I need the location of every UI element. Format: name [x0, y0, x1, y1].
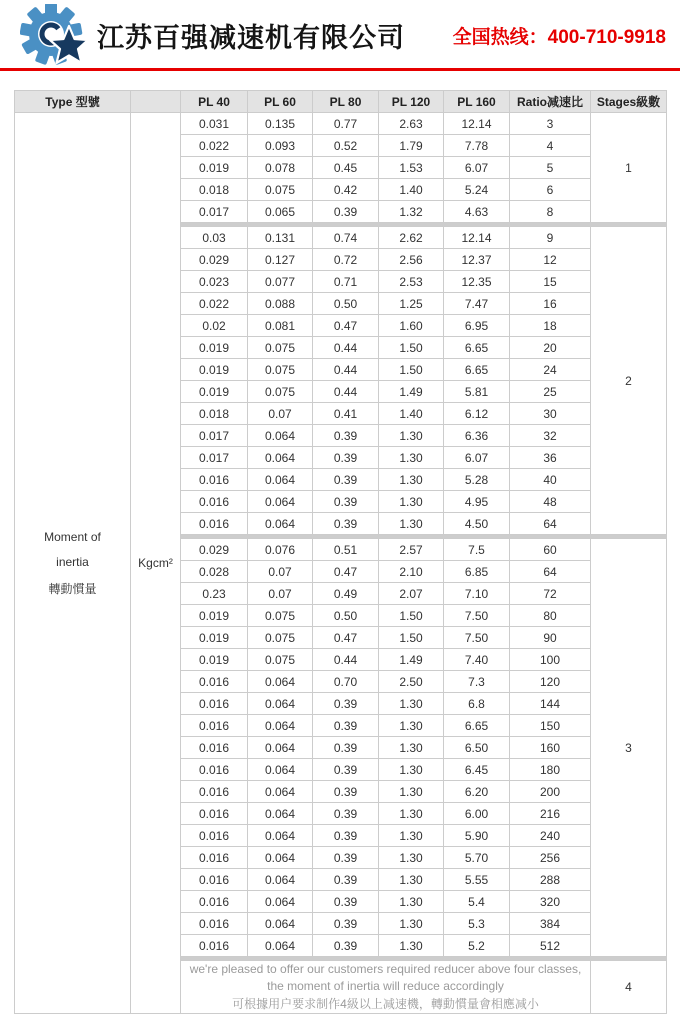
- value-cell: 0.07: [248, 561, 313, 583]
- value-cell: 0.019: [181, 157, 248, 179]
- row-header-moment-of-inertia: [15, 113, 131, 1014]
- ratio-cell: 320: [510, 891, 591, 913]
- value-cell: 6.85: [444, 561, 510, 583]
- ratio-cell: 200: [510, 781, 591, 803]
- ratio-cell: 40: [510, 469, 591, 491]
- value-cell: 0.41: [313, 403, 379, 425]
- value-cell: 0.017: [181, 425, 248, 447]
- value-cell: 0.016: [181, 491, 248, 513]
- ratio-cell: 36: [510, 447, 591, 469]
- value-cell: 0.064: [248, 737, 313, 759]
- value-cell: 0.075: [248, 649, 313, 671]
- value-cell: 0.44: [313, 381, 379, 403]
- value-cell: 0.39: [313, 803, 379, 825]
- value-cell: 2.62: [379, 227, 444, 249]
- value-cell: 1.60: [379, 315, 444, 337]
- value-cell: 7.10: [444, 583, 510, 605]
- ratio-cell: 180: [510, 759, 591, 781]
- value-cell: 7.47: [444, 293, 510, 315]
- value-cell: 0.064: [248, 869, 313, 891]
- value-cell: 1.50: [379, 627, 444, 649]
- value-cell: 0.39: [313, 913, 379, 935]
- value-cell: 12.37: [444, 249, 510, 271]
- value-cell: 0.017: [181, 201, 248, 223]
- value-cell: 0.39: [313, 825, 379, 847]
- top-banner: [0, 0, 680, 68]
- value-cell: 0.019: [181, 649, 248, 671]
- value-cell: 1.30: [379, 913, 444, 935]
- value-cell: 6.00: [444, 803, 510, 825]
- gear-star-logo-icon: [20, 4, 96, 68]
- value-cell: 0.72: [313, 249, 379, 271]
- value-cell: 0.064: [248, 847, 313, 869]
- value-cell: 0.019: [181, 337, 248, 359]
- value-cell: 0.064: [248, 759, 313, 781]
- value-cell: 0.016: [181, 891, 248, 913]
- value-cell: 0.064: [248, 913, 313, 935]
- value-cell: 0.74: [313, 227, 379, 249]
- column-header: Ratio减速比: [510, 91, 591, 113]
- red-divider: [0, 68, 680, 71]
- value-cell: 0.016: [181, 759, 248, 781]
- value-cell: 0.127: [248, 249, 313, 271]
- value-cell: 0.064: [248, 803, 313, 825]
- value-cell: 0.075: [248, 359, 313, 381]
- value-cell: 0.016: [181, 469, 248, 491]
- column-header-empty: [131, 91, 181, 113]
- value-cell: 0.47: [313, 627, 379, 649]
- note-text-zh: 可根據用户要求制作4級以上减速機，轉動慣量會相應减小: [232, 996, 539, 1011]
- ratio-cell: 5: [510, 157, 591, 179]
- value-cell: 6.95: [444, 315, 510, 337]
- ratio-cell: 3: [510, 113, 591, 135]
- value-cell: 0.023: [181, 271, 248, 293]
- ratio-cell: 8: [510, 201, 591, 223]
- value-cell: 1.50: [379, 605, 444, 627]
- value-cell: 0.42: [313, 179, 379, 201]
- value-cell: 5.2: [444, 935, 510, 957]
- value-cell: 0.016: [181, 935, 248, 957]
- value-cell: 6.07: [444, 157, 510, 179]
- ratio-cell: 6: [510, 179, 591, 201]
- value-cell: 2.50: [379, 671, 444, 693]
- note-cell: [181, 961, 591, 1014]
- note-text-en: we're pleased to offer our customers required reducer above four classes, the moment of inertia will reduce accordingly: [189, 962, 582, 994]
- value-cell: 12.14: [444, 227, 510, 249]
- value-cell: 0.77: [313, 113, 379, 135]
- value-cell: 0.71: [313, 271, 379, 293]
- value-cell: 0.022: [181, 293, 248, 315]
- value-cell: 4.63: [444, 201, 510, 223]
- value-cell: 1.30: [379, 447, 444, 469]
- value-cell: 1.40: [379, 403, 444, 425]
- stage-cell: 3: [591, 539, 667, 957]
- ratio-cell: 20: [510, 337, 591, 359]
- table-header: [15, 91, 667, 113]
- ratio-cell: 150: [510, 715, 591, 737]
- column-header: Stages級數: [591, 91, 667, 113]
- value-cell: 6.12: [444, 403, 510, 425]
- value-cell: 0.39: [313, 715, 379, 737]
- value-cell: 0.088: [248, 293, 313, 315]
- value-cell: 0.39: [313, 847, 379, 869]
- value-cell: 5.28: [444, 469, 510, 491]
- value-cell: 0.019: [181, 359, 248, 381]
- ratio-cell: 120: [510, 671, 591, 693]
- value-cell: 0.39: [313, 737, 379, 759]
- value-cell: 0.064: [248, 693, 313, 715]
- value-cell: 0.081: [248, 315, 313, 337]
- value-cell: 0.39: [313, 447, 379, 469]
- ratio-cell: 80: [510, 605, 591, 627]
- table-row: [15, 113, 667, 135]
- value-cell: 0.52: [313, 135, 379, 157]
- value-cell: 0.39: [313, 693, 379, 715]
- value-cell: 0.016: [181, 737, 248, 759]
- value-cell: 0.23: [181, 583, 248, 605]
- value-cell: 2.07: [379, 583, 444, 605]
- value-cell: 1.30: [379, 781, 444, 803]
- value-cell: 6.65: [444, 359, 510, 381]
- value-cell: 0.075: [248, 381, 313, 403]
- value-cell: 0.51: [313, 539, 379, 561]
- value-cell: 7.40: [444, 649, 510, 671]
- value-cell: 0.064: [248, 935, 313, 957]
- value-cell: 1.30: [379, 935, 444, 957]
- value-cell: 0.016: [181, 671, 248, 693]
- ratio-cell: 4: [510, 135, 591, 157]
- ratio-cell: 64: [510, 513, 591, 535]
- value-cell: 1.25: [379, 293, 444, 315]
- value-cell: 0.49: [313, 583, 379, 605]
- value-cell: 0.075: [248, 337, 313, 359]
- value-cell: 0.019: [181, 627, 248, 649]
- value-cell: 0.016: [181, 803, 248, 825]
- value-cell: 2.53: [379, 271, 444, 293]
- value-cell: 0.075: [248, 605, 313, 627]
- value-cell: 0.45: [313, 157, 379, 179]
- value-cell: 1.49: [379, 381, 444, 403]
- value-cell: 0.031: [181, 113, 248, 135]
- company-logo: [20, 4, 96, 68]
- value-cell: 0.39: [313, 201, 379, 223]
- value-cell: 0.016: [181, 715, 248, 737]
- value-cell: 0.70: [313, 671, 379, 693]
- ratio-cell: 160: [510, 737, 591, 759]
- value-cell: 0.019: [181, 381, 248, 403]
- stage-cell: 4: [591, 961, 667, 1014]
- ratio-cell: 16: [510, 293, 591, 315]
- value-cell: 0.39: [313, 891, 379, 913]
- ratio-cell: 12: [510, 249, 591, 271]
- value-cell: 1.49: [379, 649, 444, 671]
- value-cell: 0.064: [248, 513, 313, 535]
- company-name: 江苏百强减速机有限公司: [97, 23, 405, 53]
- ratio-cell: 384: [510, 913, 591, 935]
- value-cell: 0.03: [181, 227, 248, 249]
- value-cell: 12.35: [444, 271, 510, 293]
- value-cell: 6.50: [444, 737, 510, 759]
- value-cell: 0.47: [313, 561, 379, 583]
- value-cell: 1.30: [379, 825, 444, 847]
- value-cell: 4.50: [444, 513, 510, 535]
- value-cell: 0.018: [181, 403, 248, 425]
- value-cell: 2.10: [379, 561, 444, 583]
- row-header-line: inertia: [56, 554, 89, 569]
- value-cell: 0.029: [181, 539, 248, 561]
- value-cell: 0.44: [313, 359, 379, 381]
- value-cell: 12.14: [444, 113, 510, 135]
- value-cell: 0.064: [248, 425, 313, 447]
- ratio-cell: 25: [510, 381, 591, 403]
- value-cell: 0.018: [181, 179, 248, 201]
- value-cell: 5.3: [444, 913, 510, 935]
- value-cell: 1.30: [379, 869, 444, 891]
- value-cell: 2.63: [379, 113, 444, 135]
- header-row: [15, 91, 667, 113]
- value-cell: 5.4: [444, 891, 510, 913]
- value-cell: 6.65: [444, 337, 510, 359]
- value-cell: 1.30: [379, 693, 444, 715]
- value-cell: 6.8: [444, 693, 510, 715]
- value-cell: 0.064: [248, 825, 313, 847]
- ratio-cell: 18: [510, 315, 591, 337]
- value-cell: 1.30: [379, 715, 444, 737]
- stage-cell: 1: [591, 113, 667, 223]
- value-cell: 7.50: [444, 605, 510, 627]
- value-cell: 5.90: [444, 825, 510, 847]
- value-cell: 1.30: [379, 759, 444, 781]
- ratio-cell: 64: [510, 561, 591, 583]
- value-cell: 1.50: [379, 337, 444, 359]
- value-cell: 0.39: [313, 513, 379, 535]
- value-cell: 0.016: [181, 869, 248, 891]
- value-cell: 0.016: [181, 513, 248, 535]
- table-body: [15, 113, 667, 1014]
- value-cell: 1.32: [379, 201, 444, 223]
- unit-cell-kgcm2: Kgcm²: [131, 113, 181, 1014]
- value-cell: 0.50: [313, 605, 379, 627]
- value-cell: 5.55: [444, 869, 510, 891]
- ratio-cell: 32: [510, 425, 591, 447]
- value-cell: 0.075: [248, 179, 313, 201]
- value-cell: 0.064: [248, 671, 313, 693]
- column-header: PL 120: [379, 91, 444, 113]
- value-cell: 0.093: [248, 135, 313, 157]
- value-cell: 0.064: [248, 715, 313, 737]
- value-cell: 0.064: [248, 491, 313, 513]
- value-cell: 0.131: [248, 227, 313, 249]
- value-cell: 0.077: [248, 271, 313, 293]
- value-cell: 0.017: [181, 447, 248, 469]
- value-cell: 0.39: [313, 491, 379, 513]
- value-cell: 0.44: [313, 649, 379, 671]
- value-cell: 0.016: [181, 847, 248, 869]
- value-cell: 0.029: [181, 249, 248, 271]
- value-cell: 1.40: [379, 179, 444, 201]
- value-cell: 1.30: [379, 425, 444, 447]
- ratio-cell: 100: [510, 649, 591, 671]
- ratio-cell: 15: [510, 271, 591, 293]
- value-cell: 0.016: [181, 693, 248, 715]
- value-cell: 0.028: [181, 561, 248, 583]
- ratio-cell: 60: [510, 539, 591, 561]
- value-cell: 0.39: [313, 781, 379, 803]
- value-cell: 0.47: [313, 315, 379, 337]
- column-header: PL 60: [248, 91, 313, 113]
- value-cell: 5.24: [444, 179, 510, 201]
- value-cell: 4.95: [444, 491, 510, 513]
- column-header: PL 40: [181, 91, 248, 113]
- value-cell: 0.07: [248, 403, 313, 425]
- value-cell: 0.016: [181, 781, 248, 803]
- inertia-spec-table: [14, 90, 667, 1014]
- value-cell: 1.30: [379, 803, 444, 825]
- value-cell: 0.50: [313, 293, 379, 315]
- value-cell: 6.45: [444, 759, 510, 781]
- value-cell: 0.064: [248, 469, 313, 491]
- value-cell: 0.44: [313, 337, 379, 359]
- value-cell: 0.135: [248, 113, 313, 135]
- value-cell: 1.30: [379, 891, 444, 913]
- value-cell: 0.016: [181, 913, 248, 935]
- value-cell: 1.30: [379, 513, 444, 535]
- value-cell: 0.075: [248, 627, 313, 649]
- value-cell: 7.5: [444, 539, 510, 561]
- value-cell: 7.3: [444, 671, 510, 693]
- value-cell: 0.078: [248, 157, 313, 179]
- column-header: PL 160: [444, 91, 510, 113]
- ratio-cell: 90: [510, 627, 591, 649]
- row-header-line: Moment of: [44, 529, 101, 544]
- ratio-cell: 30: [510, 403, 591, 425]
- value-cell: 1.53: [379, 157, 444, 179]
- value-cell: 0.022: [181, 135, 248, 157]
- value-cell: 7.78: [444, 135, 510, 157]
- value-cell: 6.36: [444, 425, 510, 447]
- value-cell: 1.30: [379, 847, 444, 869]
- value-cell: 0.019: [181, 605, 248, 627]
- value-cell: 0.39: [313, 759, 379, 781]
- ratio-cell: 24: [510, 359, 591, 381]
- value-cell: 5.81: [444, 381, 510, 403]
- ratio-cell: 288: [510, 869, 591, 891]
- value-cell: 1.79: [379, 135, 444, 157]
- value-cell: 1.30: [379, 491, 444, 513]
- ratio-cell: 144: [510, 693, 591, 715]
- column-header: PL 80: [313, 91, 379, 113]
- value-cell: 0.39: [313, 425, 379, 447]
- value-cell: 2.56: [379, 249, 444, 271]
- value-cell: 6.07: [444, 447, 510, 469]
- spec-table-wrap: [14, 90, 666, 1014]
- value-cell: 0.07: [248, 583, 313, 605]
- column-header: Type 型號: [15, 91, 131, 113]
- value-cell: 0.016: [181, 825, 248, 847]
- value-cell: 0.065: [248, 201, 313, 223]
- hotline-text: 全国热线：400-710-9918: [452, 27, 666, 48]
- value-cell: 0.064: [248, 447, 313, 469]
- value-cell: 0.02: [181, 315, 248, 337]
- value-cell: 5.70: [444, 847, 510, 869]
- value-cell: 6.20: [444, 781, 510, 803]
- ratio-cell: 9: [510, 227, 591, 249]
- value-cell: 1.30: [379, 469, 444, 491]
- value-cell: 0.076: [248, 539, 313, 561]
- value-cell: 0.064: [248, 891, 313, 913]
- row-header-line: 轉動慣量: [48, 581, 97, 596]
- ratio-cell: 512: [510, 935, 591, 957]
- ratio-cell: 72: [510, 583, 591, 605]
- value-cell: 0.39: [313, 869, 379, 891]
- ratio-cell: 256: [510, 847, 591, 869]
- ratio-cell: 240: [510, 825, 591, 847]
- stage-cell: 2: [591, 227, 667, 535]
- value-cell: 6.65: [444, 715, 510, 737]
- value-cell: 2.57: [379, 539, 444, 561]
- value-cell: 0.39: [313, 935, 379, 957]
- value-cell: 1.50: [379, 359, 444, 381]
- ratio-cell: 48: [510, 491, 591, 513]
- value-cell: 7.50: [444, 627, 510, 649]
- value-cell: 0.064: [248, 781, 313, 803]
- value-cell: 1.30: [379, 737, 444, 759]
- value-cell: 0.39: [313, 469, 379, 491]
- ratio-cell: 216: [510, 803, 591, 825]
